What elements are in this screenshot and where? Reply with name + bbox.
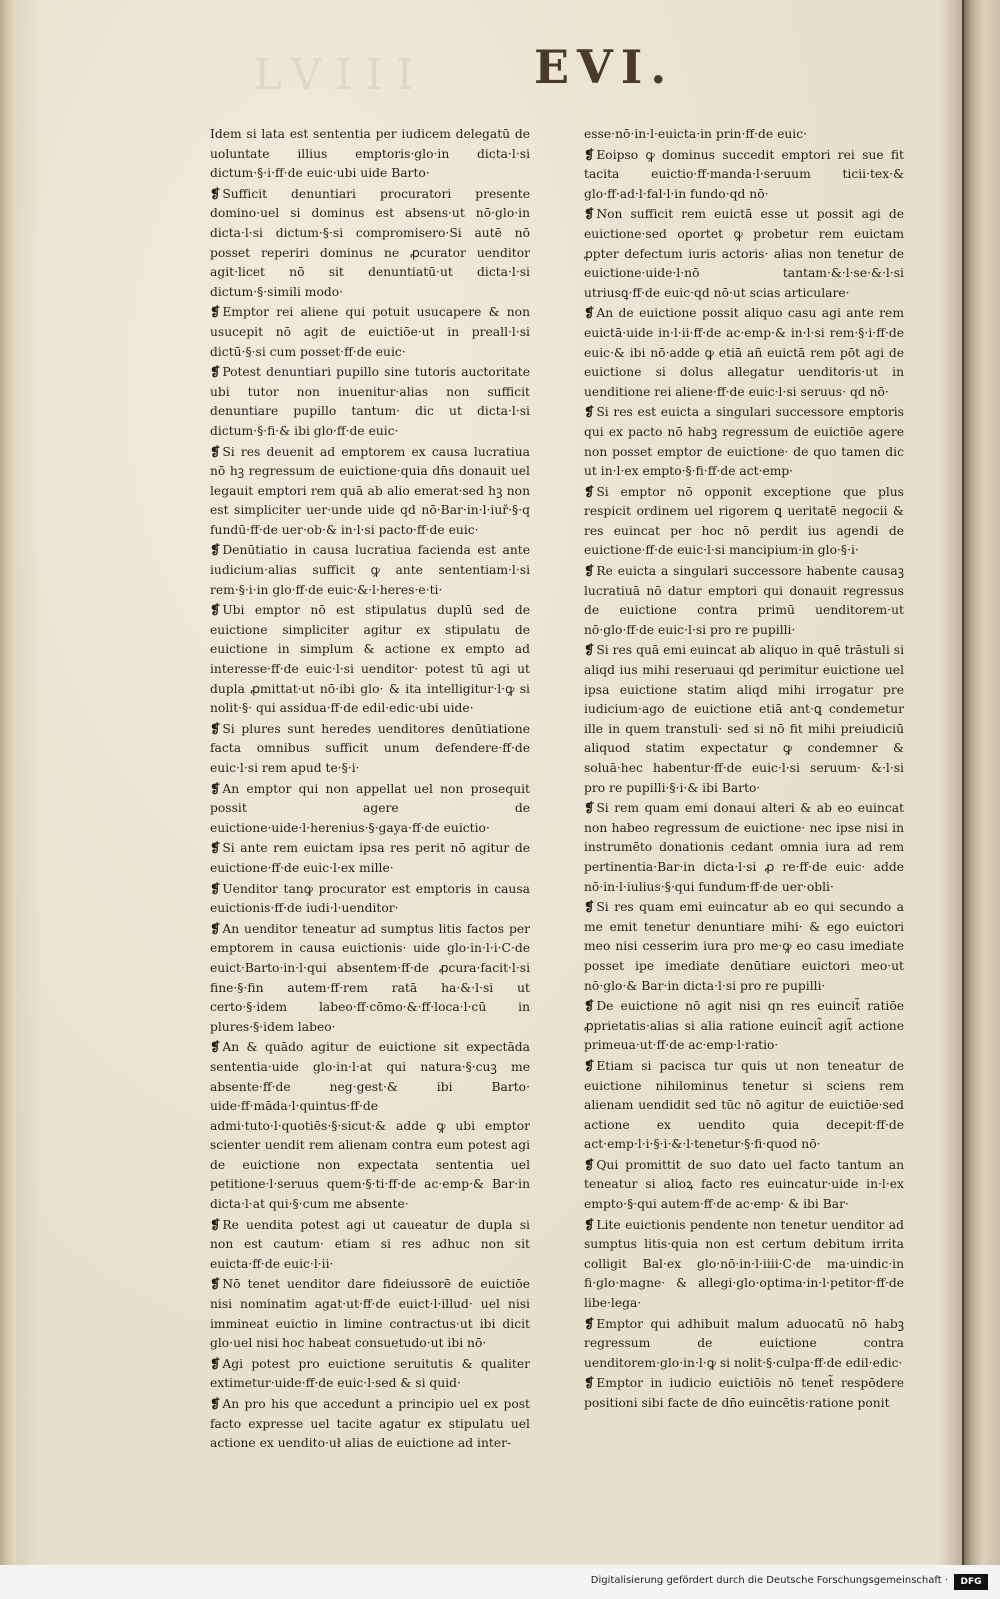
left-text-column xyxy=(210,125,530,1451)
text-paragraph: ❡ An emptor qui non appellat uel non prosequit possit agere de euictione·uide·l·herenius·§·gaya·ff·de euictio· xyxy=(210,779,530,839)
text-paragraph: ❡ Potest denuntiari pupillo sine tutoris auctoritate ubi tutor non inuenitur·alias non sufficit denuntiare pupillo tantum· dic ut dicta·l·si dictum·§·fi·& ibi glo·ff·de euic· xyxy=(210,362,530,441)
text-paragraph: ❡ Re euicta a singulari successore habente causaꝫ lucratiuā nō datur emptori qui donauit regressus de euictione contra primū uenditorem·ut nō·glo·ff·de euic·l·si pro re pupilli· xyxy=(584,561,904,640)
text-paragraph: ❡ Si res deuenit ad emptorem ex causa lucratiua nō hꝫ regressum de euictione·quia dn̄s donauit uel legauit emptori rem quā ab alio emerat·sed hꝫ non est simpliciter uer·unde uide qd nō·Bar·in·l·iuř·§·q fundū·ff·de uer·ob·& in·l·si pacto·ff·de euic· xyxy=(210,442,530,541)
text-paragraph: ❡ Ubi emptor nō est stipulatus duplū sed de euictione simpliciter agitur ex stipulatu de euictione in simplum & actione ex empto ad interesse·ff·de euic·l·si uenditor· potest tū agi ut dupla ꝓmittat·ut nō·ibi glo· & ita intelligitur·l·ꝙ si nolit·§· qui assidua·ff·de edil·edic·ubi uide· xyxy=(210,600,530,719)
text-paragraph: ❡ Si rem quam emi donaui alteri & ab eo euincat non habeo regressum de euictione· nec ipse nisi in instrumēto donationis cedant omnia iura ad rem pertinentia·Bar·in dicta·l·si ꝓ re·ff·de euic· adde nō·in·l·iulius·§·qui fundum·ff·de uer·obli· xyxy=(584,798,904,897)
book-gutter-edge xyxy=(962,0,1000,1565)
text-paragraph: ❡ Agi potest pro euictione seruitutis & qualiter extimetur·uide·ff·de euic·l·sed & si quid· xyxy=(210,1354,530,1394)
right-text-column xyxy=(584,125,904,1410)
text-paragraph: ❡ De euictione nō agit nisi qn res euincit̃ ratiōe ꝓprietatis·alias si alia ratione euincit̃ agit̃ actione primeua·ut·ff·de ac·emp·l·ratio· xyxy=(584,996,904,1056)
text-paragraph: ❡ Si res est euicta a singulari successore emptoris qui ex pacto nō habꝫ regressum de euictiōe agere non posset emptor de euictione· de quo tamen dic ut in·l·ex empto·§·fi·ff·de act·emp· xyxy=(584,402,904,481)
text-paragraph: ❡ Non sufficit rem euictā esse ut possit agi de euictione·sed oportet ꝙ probetur rem euictam ꝓpter defectum iuris actoris· alias non tenetur de euictione·uide·l·nō tantam·&·l·se·&·l·si utriusꝗ·ff·de euic·qd nō·ut scias articulare· xyxy=(584,204,904,303)
text-paragraph: ❡ Nō tenet uenditor dare fideiussorē de euictiōe nisi nominatim agat·ut·ff·de euict·l·illud· uel nisi immineat euictio in limine contractus·ut ibi dicit glo·uel nisi hoc habeat consuetudo·ut ibi nō· xyxy=(210,1274,530,1353)
text-paragraph: ❡ Denūtiatio in causa lucratiua facienda est ante iudicium·alias sufficit ꝙ ante sententiam·l·si rem·§·i·in glo·ff·de euic·&·l·heres·e·ti· xyxy=(210,540,530,600)
footer-bar xyxy=(0,1565,1000,1599)
text-paragraph: ❡ Uenditor tanꝙ procurator est emptoris in causa euictionis·ff·de iudi·l·uenditor· xyxy=(210,879,530,919)
text-paragraph: ❡ An uenditor teneatur ad sumptus litis factos per emptorem in causa euictionis· uide glo·in·l·i·C·de euict·Barto·in·l·qui absentem·ff·de ꝓcura·facit·l·si fine·§·fin autem·ff·rem ratā ha·&·l·si ut certo·§·idem labeo·ff·cōmo·&·ff·loca·l·cū in plures·§·idem labeo· xyxy=(210,919,530,1038)
show-through-folio: LVIII xyxy=(254,50,428,99)
page-left-edge xyxy=(0,0,16,1565)
text-paragraph: Idem si lata est sententia per iudicem delegatū de uoluntate illius emptoris·glo·in dicta·l·si dictum·§·i·ff·de euic·ubi uide Barto· xyxy=(210,127,530,181)
text-paragraph: ❡ An de euictione possit aliquo casu agi ante rem euictā·uide in·l·ii·ff·de ac·emp·& in·l·si rem·§·i·ff·de euic·& ibi nō·adde ꝙ etiā añ euictā rem pōt agi de euictione si dolus allegatur uenditoris·ut in uenditione rei aliene·ff·de euic·l·si seruus· qd nō· xyxy=(584,303,904,402)
text-paragraph: esse·nō·in·l·euicta·in prin·ff·de euic· xyxy=(584,127,808,141)
text-paragraph: ❡ Si plures sunt heredes uenditores denūtiatione facta omnibus sufficit unum defendere·ff·de euic·l·si rem apud te·§·i· xyxy=(210,719,530,779)
text-paragraph: ❡ Qui promittit de suo dato uel facto tantum an teneatur si alioꝝ facto res euincatur·uide in·l·ex empto·§·qui autem·ff·de ac·emp· & ibi Bar· xyxy=(584,1155,904,1215)
text-paragraph: ❡ Eoipso ꝙ dominus succedit emptori rei sue fit tacita euictio·ff·manda·l·seruum ticii·tex·& glo·ff·ad·l·fal·l·in fundo·qd nō· xyxy=(584,145,904,205)
dfg-logo-icon: DFG xyxy=(954,1574,988,1590)
text-paragraph: ❡ Sufficit denuntiari procuratori presente domino·uel si dominus est absens·ut nō·glo·in dicta·l·si dictum·§·si compromisero·Si autē nō posset reperiri dominus ne ꝓcurator uenditor agit·licet nō sit denuntiatū·ut dicta·l·si dictum·§·simili modo· xyxy=(210,184,530,303)
text-paragraph: ❡ Si res quam emi euincatur ab eo qui secundo a me emit tenetur denuntiare mihi· & ego euictori meo nisi cesserim iura pro me·ꝙ eo casu imediate posset ipe imediate denūtiare euictori meo·ut nō·glo·& Bar·in dicta·l·si pro re pupilli· xyxy=(584,897,904,996)
text-paragraph: ❡ Re uendita potest agi ut caueatur de dupla si non est cautum· etiam si res adhuc non sit euicta·ff·de euic·l·ii· xyxy=(210,1215,530,1275)
text-paragraph: ❡ An pro his que accedunt a principio uel ex post facto expresse uel tacite agatur ex stipulatu uel actione ex uendito·uł alias de euictione ad inter- xyxy=(210,1394,530,1454)
text-paragraph: ❡ Emptor rei aliene qui potuit usucapere & non usucepit nō agit de euictiōe·ut in preall·l·si dictū·§·si cum posset·ff·de euic· xyxy=(210,302,530,362)
text-paragraph: ❡ Etiam si pacisca tur quis ut non teneatur de euictione nihilominus tenetur si sciens rem alienam uendidit sed tūc nō agitur de euictiōe·sed actione ex uendito quia decepit·ff·de act·emp·l·i·§·i·&·l·tenetur·§·fi·quod nō· xyxy=(584,1056,904,1155)
folio-number: EVI. xyxy=(534,40,675,94)
funding-credit: Digitalisierung gefördert durch die Deutsche Forschungsgemeinschaft · xyxy=(590,1575,948,1586)
text-paragraph: ❡ Emptor qui adhibuit malum aduocatū nō habꝫ regressum de euictione contra uenditorem·glo·in·l·ꝙ si nolit·§·culpa·ff·de edil·edic· xyxy=(584,1314,904,1374)
text-paragraph: ❡ Si emptor nō opponit exceptione que plus respicit ordinem uel rigorem ꝗ ueritatē negocii & res euincat per hoc nō perdit ius agendi de euictione·ff·de euic·l·si mancipium·in glo·§·i· xyxy=(584,482,904,561)
text-paragraph: ❡ Si ante rem euictam ipsa res perit nō agitur de euictione·ff·de euic·l·ex mille· xyxy=(210,838,530,878)
text-paragraph: ❡ Lite euictionis pendente non tenetur uenditor ad sumptus litis·quia non est certum debitum irrita colligit Bal·ex glo·nō·in·l·iiii·C·de ma·uindic·in fi·glo·magne· & allegi·glo·optima·in·l·petitor·ff·de libe·lega· xyxy=(584,1215,904,1314)
text-paragraph: ❡ Si res quā emi euincat ab aliquo in quē trāstuli si aliqd ius mihi reseruaui qd perimitur euictione uel ipsa euictione statim aliqd mihi irrogatur pre iudicium·ago de euictione etiā ant·ꝗ condemetur ille in quem transtuli· sed si nō fit mihi preiudiciū aliquod statim expectatur ꝙ condemner & soluā·hec habentur·ff·de euic·l·si seruum· &·l·si pro re pupilli·§·i·& ibi Barto· xyxy=(584,640,904,798)
book-page xyxy=(14,0,966,1565)
spine-shadow xyxy=(962,0,964,1565)
text-paragraph: ❡ An & quādo agitur de euictione sit expectāda sententia·uide glo·in·l·at qui natura·§·cuꝫ me absente·ff·de neg·gest·& ibi Barto· uide·ff·māda·l·quintus·ff·de admi·tuto·l·quotiēs·§·sicut·& adde ꝙ ubi emptor scienter uendit rem alienam contra eum potest agi de euictione non expectata sententia uel petitione·l·seruus quem·§·ti·ff·de ac·emp·& Bar·in dicta·l·at qui·§·cum me absente· xyxy=(210,1037,530,1214)
text-paragraph: ❡ Emptor in iudicio euictiōis nō tenet̃ respōdere positioni sibi facte de dn̄o euincētis·ratione ponit xyxy=(584,1373,904,1413)
